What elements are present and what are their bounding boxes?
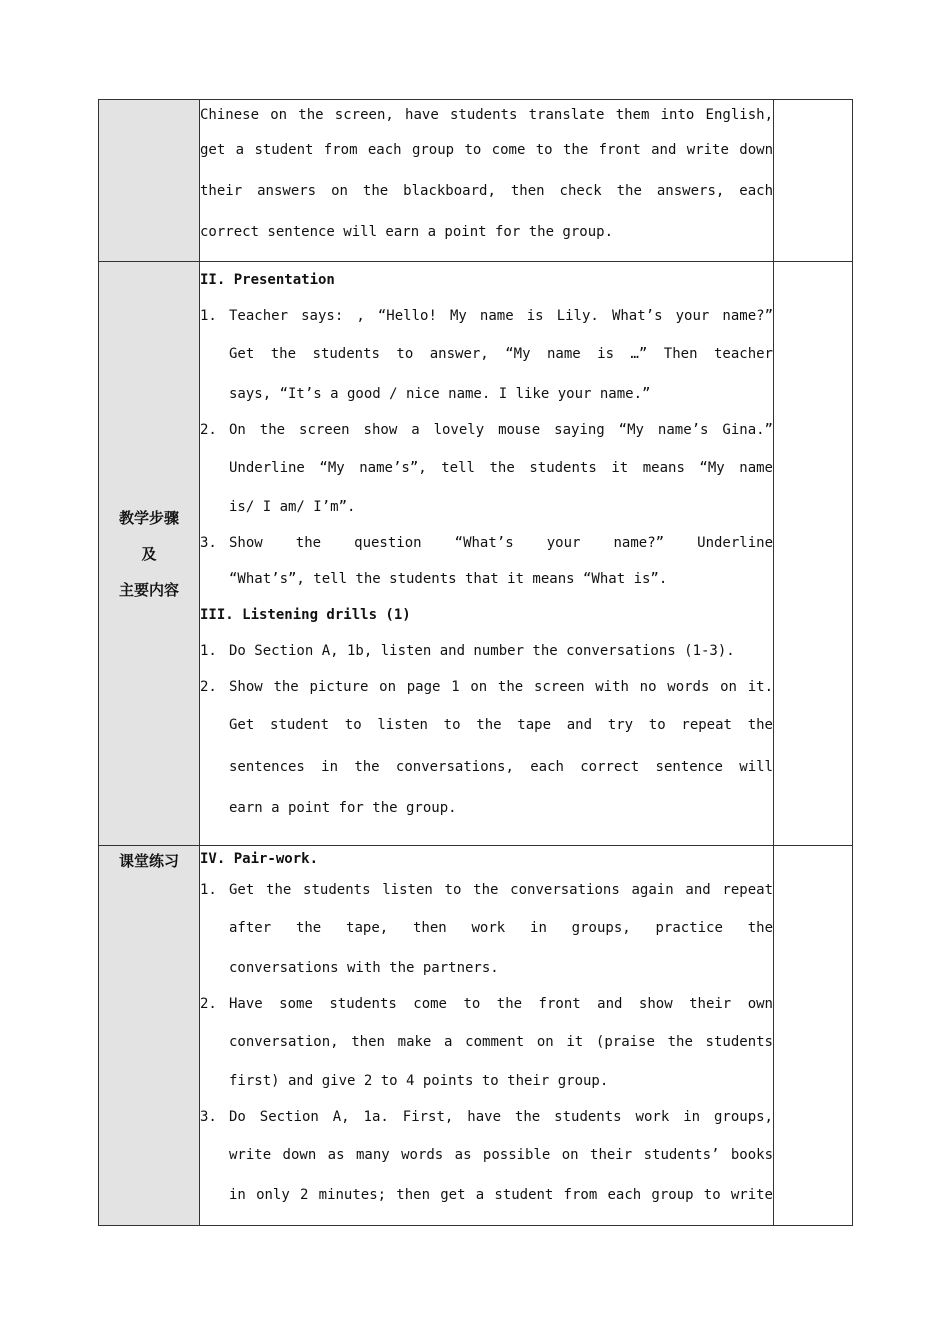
item-number: 2. bbox=[200, 995, 217, 1012]
section-heading-pair-work: IV. Pair-work. bbox=[200, 851, 319, 867]
item-number: 1. bbox=[200, 643, 217, 659]
text-line: Underline “My name’s”, tell the students it means “My name bbox=[229, 459, 773, 476]
text-line: Chinese on the screen, have students translate them into English, bbox=[200, 107, 773, 123]
notes-cell bbox=[774, 100, 853, 262]
text-line: in only 2 minutes; then get a student from each group to write bbox=[229, 1186, 773, 1203]
item-number: 1. bbox=[200, 882, 217, 898]
row-label-teaching-steps bbox=[99, 262, 200, 846]
text-line: conversations with the partners. bbox=[229, 959, 499, 976]
text-line: their answers on the blackboard, then check the answers, each bbox=[200, 183, 773, 199]
text-line: “What’s”, tell the students that it means “What is”. bbox=[229, 571, 668, 587]
list-item bbox=[200, 872, 773, 986]
text-line: Have some students come to the front and show their own bbox=[229, 995, 773, 1012]
lesson-plan-table bbox=[98, 99, 853, 1226]
label-line: 主要内容 bbox=[118, 580, 179, 599]
text-line: Get the students to answer, “My name is …” Then teacher bbox=[229, 346, 773, 362]
row-teaching-steps bbox=[99, 262, 853, 846]
list-item bbox=[200, 412, 773, 526]
row-classroom-practice bbox=[99, 846, 853, 1226]
text-line: Do Section A, 1a. First, have the students work in groups, bbox=[229, 1109, 773, 1125]
item-number: 3. bbox=[200, 535, 217, 551]
text-line: first) and give 2 to 4 points to their group. bbox=[229, 1073, 609, 1089]
text-line: sentences in the conversations, each correct sentence will bbox=[229, 758, 773, 775]
list-item bbox=[200, 633, 773, 669]
text-line: write down as many words as possible on their students’ books bbox=[229, 1147, 773, 1163]
text-line: earn a point for the group. bbox=[229, 800, 457, 816]
section-heading-listening: III. Listening drills (1) bbox=[200, 607, 411, 623]
row-label-classroom-practice bbox=[99, 846, 200, 1226]
list-item bbox=[200, 525, 773, 597]
section-heading-presentation: II. Presentation bbox=[200, 272, 335, 288]
notes-cell bbox=[774, 262, 853, 846]
text-line: On the screen show a lovely mouse saying “My name’s Gina.” bbox=[229, 421, 773, 438]
label-line: 课堂练习 bbox=[118, 852, 179, 870]
text-line: correct sentence will earn a point for the group. bbox=[200, 224, 614, 240]
item-number: 1. bbox=[200, 308, 217, 324]
label-line: 及 bbox=[141, 544, 157, 563]
text-line: Get student to listen to the tape and try to repeat the bbox=[229, 717, 773, 733]
text-line: is/ I am/ I’m”. bbox=[229, 499, 356, 515]
row-content bbox=[200, 262, 774, 846]
text-line: says, “It’s a good / nice name. I like your name.” bbox=[229, 385, 651, 402]
list-item bbox=[200, 1099, 773, 1213]
row-content bbox=[200, 846, 774, 1226]
row-continuation bbox=[99, 100, 853, 262]
label-line: 教学步骤 bbox=[118, 508, 179, 527]
item-number: 2. bbox=[200, 421, 217, 438]
row-label-empty bbox=[99, 100, 200, 262]
text-line: Show the question “What’s your name?” Underline bbox=[229, 535, 773, 551]
list-item bbox=[200, 986, 773, 1100]
text-line: conversation, then make a comment on it (praise the students bbox=[229, 1033, 773, 1050]
text-line: Show the picture on page 1 on the screen with no words on it. bbox=[229, 679, 773, 695]
text-line: Teacher says: , “Hello! My name is Lily. What’s your name?” bbox=[229, 308, 773, 324]
text-line: Get the students listen to the conversations again and repeat bbox=[229, 882, 773, 898]
item-number: 3. bbox=[200, 1109, 217, 1125]
text-line: after the tape, then work in groups, practice the bbox=[229, 920, 773, 936]
list-item bbox=[200, 298, 773, 412]
row-content bbox=[200, 100, 774, 262]
notes-cell bbox=[774, 846, 853, 1226]
text-line: Do Section A, 1b, listen and number the conversations (1-3). bbox=[229, 643, 735, 659]
item-number: 2. bbox=[200, 679, 217, 695]
text-line: get a student from each group to come to the front and write down bbox=[200, 142, 773, 158]
list-item bbox=[200, 669, 773, 830]
